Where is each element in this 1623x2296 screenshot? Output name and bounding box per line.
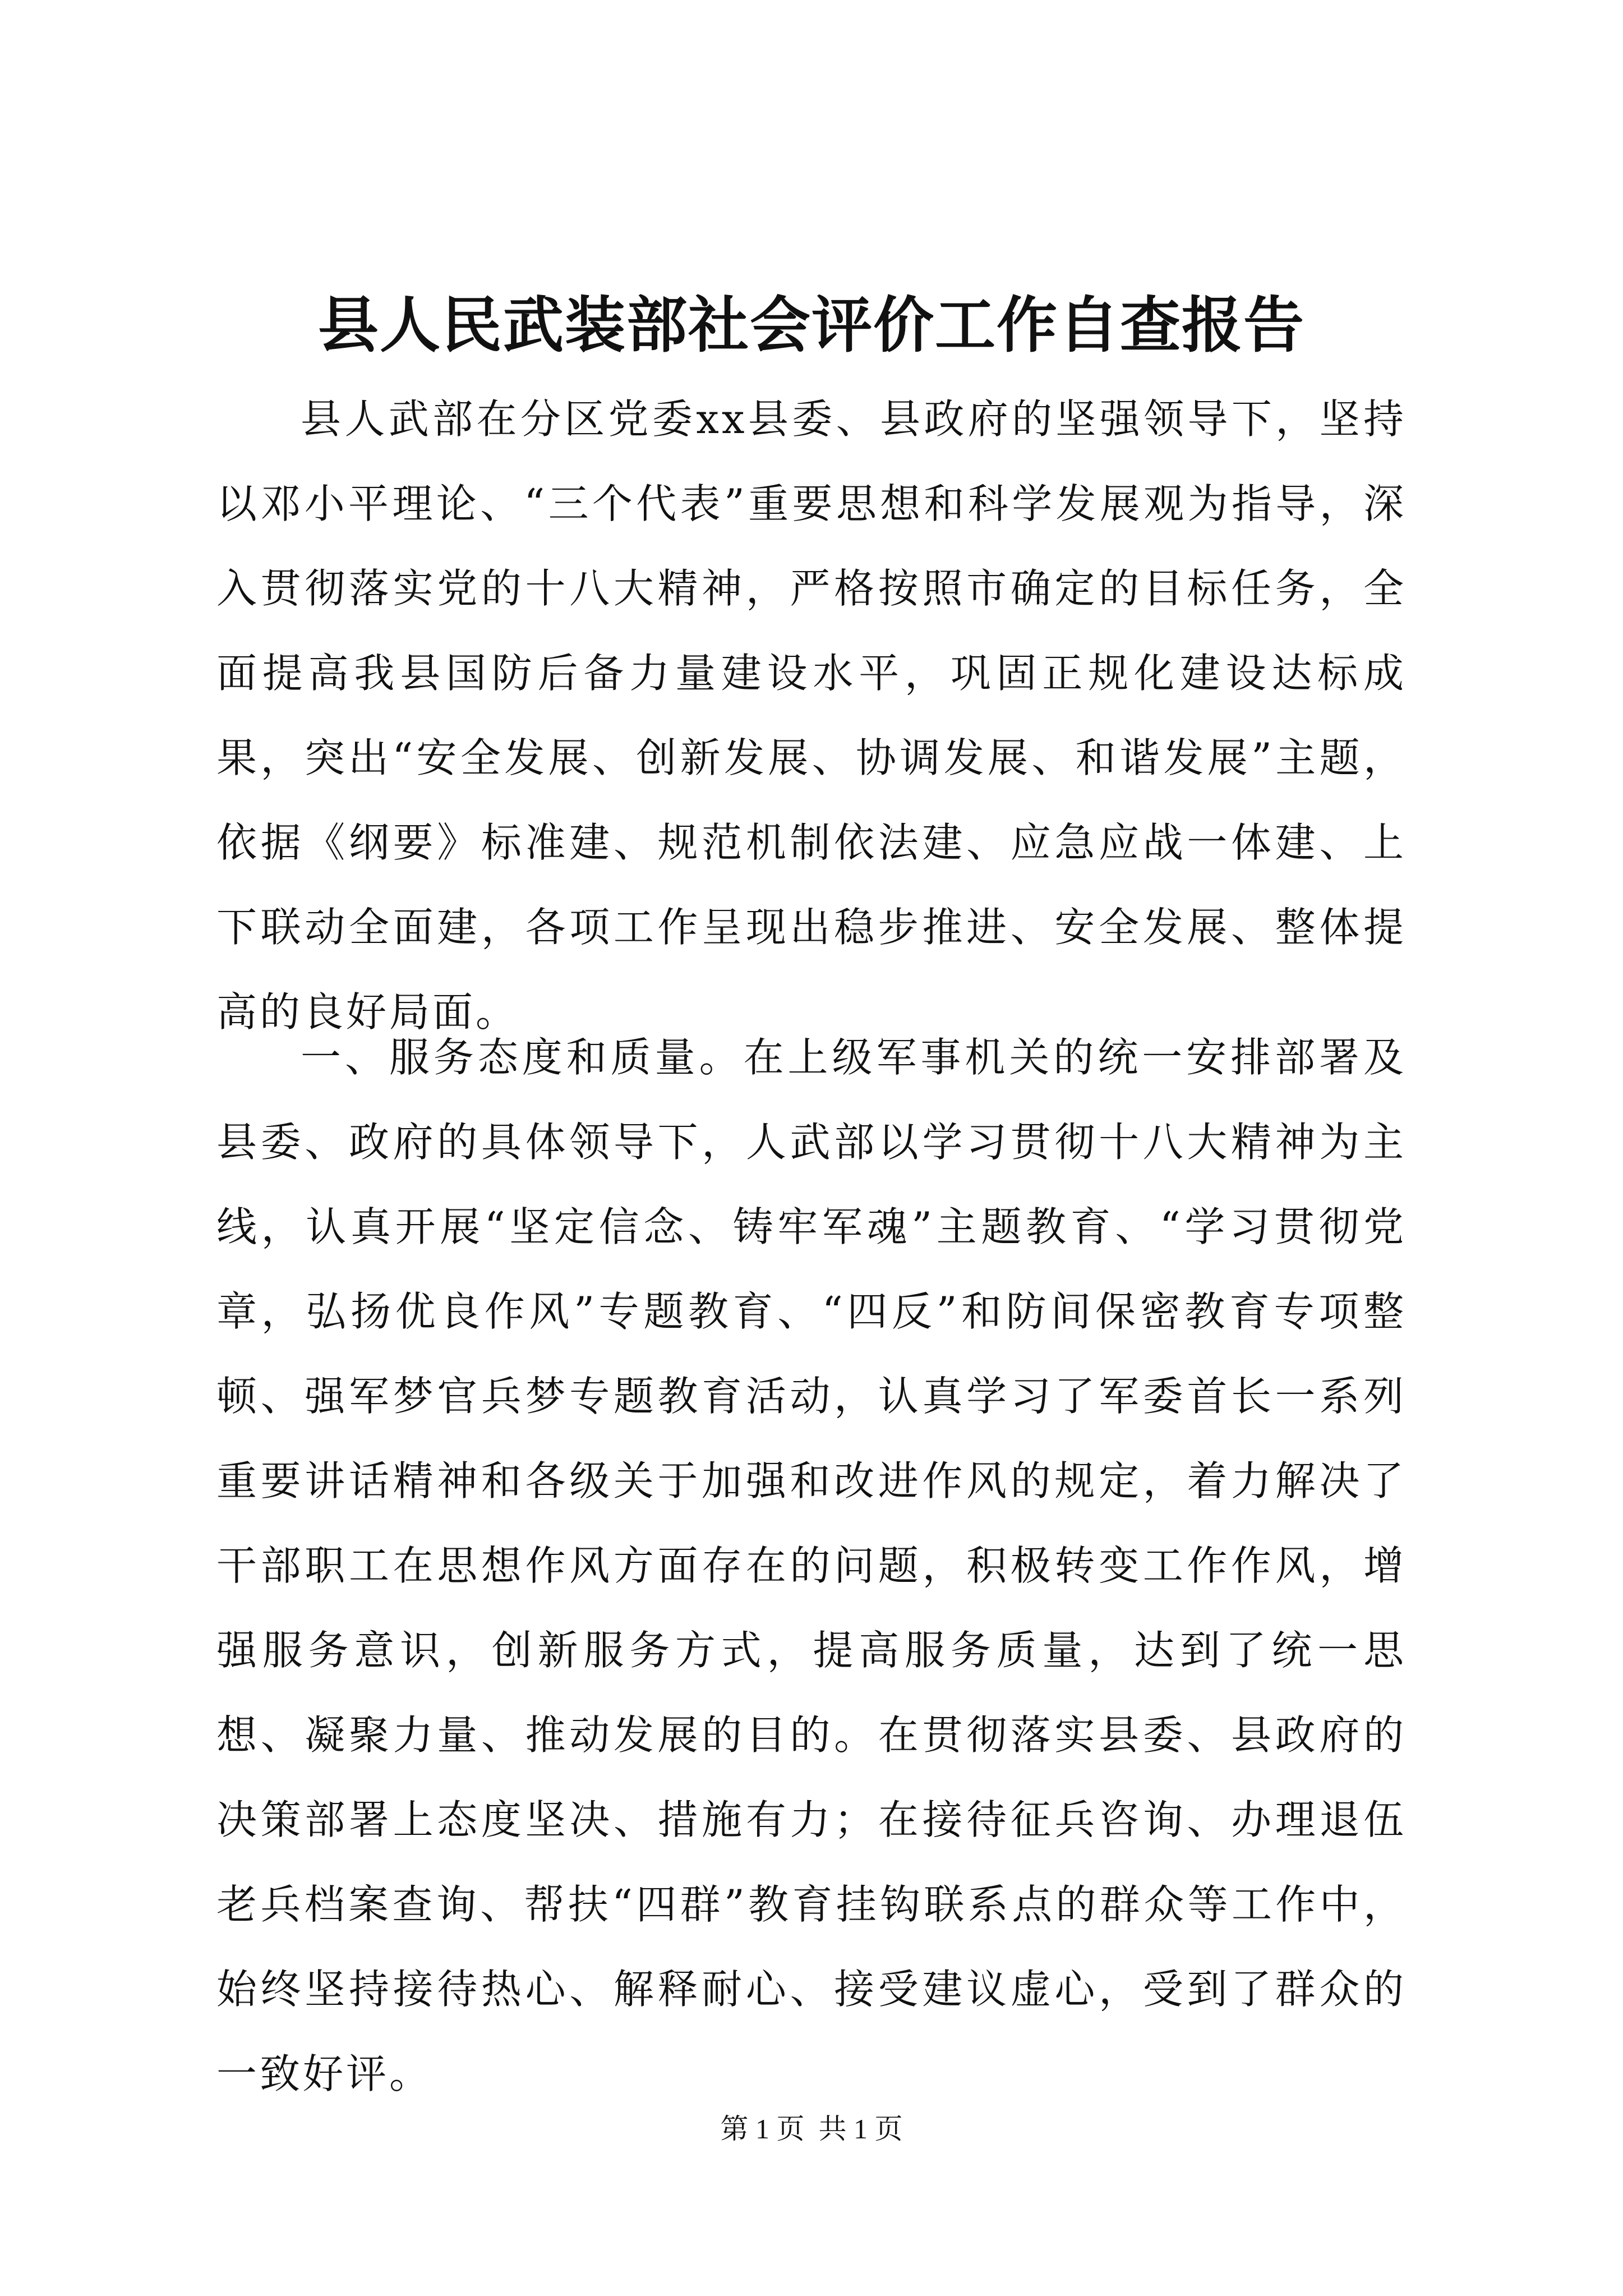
paragraph-intro: 县人武部在分区党委xx县委、县政府的坚强领导下，坚持以邓小平理论、“三个代表”重要思想和科学发展观为指导，深入贯彻落实党的十八大精神，严格按照市确定的目标任务，全面提高我县国防后备力量建设水平，巩固正规化建设达标成果，突出“安全发展、创新发展、协调发展、和谐发展”主题，依据《纲要》标准建、规范机制依法建、应急应战一体建、上下联动全面建，各项工作呈现出稳步推进、安全发展、整体提高的良好局面。 (216, 395, 1407, 1036)
document-title: 县人民武装部社会评价工作自查报告 (317, 290, 1305, 361)
paragraph-service-attitude: 一、服务态度和质量。在上级军事机关的统一安排部署及县委、政府的具体领导下，人武部以学习贯彻十八大精神为主线，认真开展“坚定信念、铸牢军魂”主题教育、“学习贯彻党章，弘扬优良作风”专题教育、“四反”和防间保密教育专项整顿、强军梦官兵梦专题教育活动，认真学习了军委首长一系列重要讲话精神和各级关于加强和改进作风的规定，着力解决了干部职工在思想作风方面存在的问题，积极转变工作作风，增强服务意识，创新服务方式，提高服务质量，达到了统一思想、凝聚力量、推动发展的目的。在贯彻落实县委、县政府的决策部署上态度坚决、措施有力；在接待征兵咨询、办理退伍老兵档案查询、帮扶“四群”教育挂钩联系点的群众等工作中，始终坚持接待热心、解释耐心、接受建议虚心，受到了群众的一致好评。 (216, 1034, 1407, 2097)
page-number-footer: 第 1 页 共 1 页 (720, 2113, 903, 2145)
